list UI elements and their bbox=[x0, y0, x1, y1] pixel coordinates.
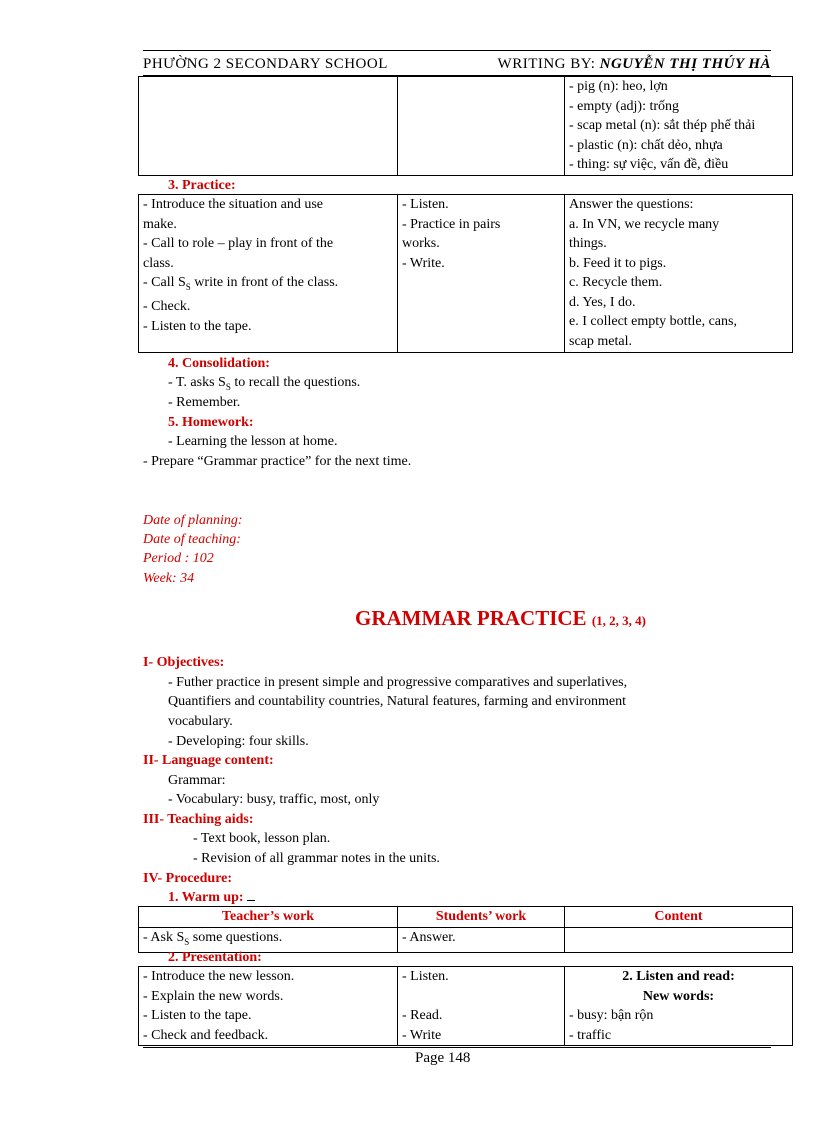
period: Period : 102 bbox=[143, 551, 214, 566]
presentation-teacher-cell bbox=[139, 967, 398, 1046]
practice-student-line: - Practice in pairs bbox=[402, 216, 501, 232]
homework-line: - Learning the lesson at home. bbox=[168, 434, 338, 449]
footer-rule bbox=[143, 1047, 771, 1048]
presentation-heading: 2. Presentation: bbox=[168, 950, 262, 965]
presentation-teacher-line: - Explain the new words. bbox=[143, 988, 284, 1004]
practice-write-text: write in front of the class. bbox=[190, 275, 339, 290]
new-word-item: - traffic bbox=[569, 1027, 612, 1043]
practice-content-line: b. Feed it to pigs. bbox=[569, 255, 667, 271]
presentation-teacher-line: - Introduce the new lesson. bbox=[143, 969, 295, 984]
grammar-label: Grammar: bbox=[168, 773, 226, 788]
practice-teacher-line: - Call to role – play in front of the bbox=[143, 236, 334, 251]
presentation-student-spacer bbox=[402, 987, 560, 1007]
new-word-item: - busy: bận rộn bbox=[569, 1008, 654, 1023]
practice-content-line: Answer the questions: bbox=[569, 197, 694, 212]
presentation-student-line: - Listen. bbox=[402, 969, 449, 984]
warmup-subscript: S bbox=[184, 936, 190, 947]
consolidation-text-b: to recall the questions. bbox=[230, 375, 361, 390]
aids-line: - Revision of all grammar notes in the units. bbox=[193, 851, 440, 866]
homework-prepare: - Prepare “Grammar practice” for the next time. bbox=[143, 454, 412, 469]
practice-content-line: c. Recycle them. bbox=[569, 275, 663, 290]
school-name: PHƯỜNG 2 SECONDARY SCHOOL bbox=[143, 56, 388, 72]
new-words-heading: New words: bbox=[642, 988, 715, 1004]
week: Week: 34 bbox=[143, 571, 195, 586]
practice-teacher-line bbox=[143, 273, 393, 297]
presentation-teacher-line: - Check and feedback. bbox=[143, 1027, 269, 1043]
vocab-students-cell bbox=[398, 77, 565, 176]
objectives-line: - Developing: four skills. bbox=[168, 734, 309, 749]
vocab-table bbox=[138, 76, 793, 176]
author bbox=[498, 56, 771, 73]
lesson-title-main: GRAMMAR PRACTICE bbox=[355, 606, 592, 630]
author-name: NGUYỄN THỊ THÚY HÀ bbox=[599, 56, 771, 72]
consolidation-remember: - Remember. bbox=[168, 395, 241, 410]
practice-teacher-line: - Check. bbox=[143, 299, 191, 315]
practice-teacher-line: make. bbox=[143, 216, 177, 232]
warmup-questions-text: some questions. bbox=[189, 929, 283, 945]
presentation-teacher-line: - Listen to the tape. bbox=[143, 1008, 252, 1023]
date-of-teaching: Date of teaching: bbox=[143, 532, 241, 547]
consolidation-subscript: S bbox=[225, 381, 231, 392]
procedure-heading: IV- Procedure: bbox=[143, 871, 233, 886]
vocab-item: - empty (adj): trống bbox=[569, 98, 680, 114]
warmup-table bbox=[138, 906, 793, 953]
practice-content-line: things. bbox=[569, 236, 607, 251]
vocab-item: - scap metal (n): sắt thép phế thải bbox=[569, 118, 756, 133]
col-students-work: Students’ work bbox=[398, 907, 565, 928]
page-number: Page 148 bbox=[415, 1050, 471, 1066]
practice-heading: 3. Practice: bbox=[168, 178, 236, 193]
homework-heading: 5. Homework: bbox=[168, 415, 254, 430]
objectives-line: vocabulary. bbox=[168, 714, 233, 729]
warmup-underline bbox=[247, 900, 255, 901]
objectives-line: Quantifiers and countability countries, Natural features, farming and environment bbox=[168, 694, 626, 709]
practice-students-cell bbox=[398, 195, 565, 353]
presentation-student-line: - Read. bbox=[402, 1008, 443, 1023]
practice-student-line: - Listen. bbox=[402, 197, 449, 212]
practice-teacher-cell bbox=[139, 195, 398, 353]
vocab-content-cell bbox=[565, 77, 793, 176]
objectives-heading: I- Objectives: bbox=[143, 655, 225, 670]
presentation-student-line: - Write bbox=[402, 1027, 442, 1043]
lesson-title bbox=[355, 606, 646, 631]
warmup-heading bbox=[168, 888, 255, 907]
warmup-ask-text: - Ask S bbox=[143, 929, 185, 945]
practice-content-line: e. I collect empty bottle, cans, bbox=[569, 314, 737, 329]
practice-table bbox=[138, 194, 793, 353]
lesson-title-sub: (1, 2, 3, 4) bbox=[591, 613, 646, 628]
header-top-rule bbox=[143, 50, 771, 51]
page-header bbox=[143, 54, 771, 74]
practice-subscript: S bbox=[185, 281, 191, 292]
practice-teacher-line: - Listen to the tape. bbox=[143, 318, 252, 334]
warmup-content-cell bbox=[565, 927, 793, 952]
practice-content-line: scap metal. bbox=[569, 333, 632, 349]
practice-teacher-line: - Introduce the situation and use bbox=[143, 197, 324, 212]
practice-content-line: d. Yes, I do. bbox=[569, 294, 636, 310]
col-content: Content bbox=[565, 907, 793, 928]
vocab-item: - pig (n): heo, lợn bbox=[569, 79, 668, 94]
consolidation-text-a: - T. asks S bbox=[168, 375, 226, 390]
language-heading: II- Language content: bbox=[143, 753, 274, 768]
listen-read-heading: 2. Listen and read: bbox=[622, 969, 735, 984]
practice-content-line: a. In VN, we recycle many bbox=[569, 216, 720, 232]
warmup-student-cell: - Answer. bbox=[398, 927, 565, 952]
presentation-students-cell bbox=[398, 967, 565, 1046]
vocab-item: - thing: sự việc, vấn đề, điều bbox=[569, 157, 729, 172]
practice-call-text: - Call S bbox=[143, 275, 186, 290]
author-label: WRITING BY: bbox=[497, 56, 600, 72]
consolidation-heading: 4. Consolidation: bbox=[168, 356, 270, 371]
objectives-line: - Futher practice in present simple and progressive comparatives and superlatives, bbox=[168, 675, 628, 690]
vocabulary-line: - Vocabulary: busy, traffic, most, only bbox=[168, 792, 380, 807]
practice-teacher-line: class. bbox=[143, 255, 174, 271]
aids-line: - Text book, lesson plan. bbox=[193, 831, 331, 846]
practice-content-cell bbox=[565, 195, 793, 353]
vocab-item: - plastic (n): chất dẻo, nhựa bbox=[569, 137, 723, 153]
presentation-content-cell bbox=[565, 967, 793, 1046]
practice-student-line: works. bbox=[402, 236, 440, 251]
warmup-heading-text: 1. Warm up: bbox=[168, 890, 248, 905]
col-teacher-work: Teacher’s work bbox=[139, 907, 398, 928]
date-of-planning: Date of planning: bbox=[143, 513, 243, 528]
vocab-teacher-cell bbox=[139, 77, 398, 176]
aids-heading: III- Teaching aids: bbox=[143, 812, 254, 827]
practice-student-line: - Write. bbox=[402, 255, 445, 271]
presentation-table bbox=[138, 966, 793, 1046]
